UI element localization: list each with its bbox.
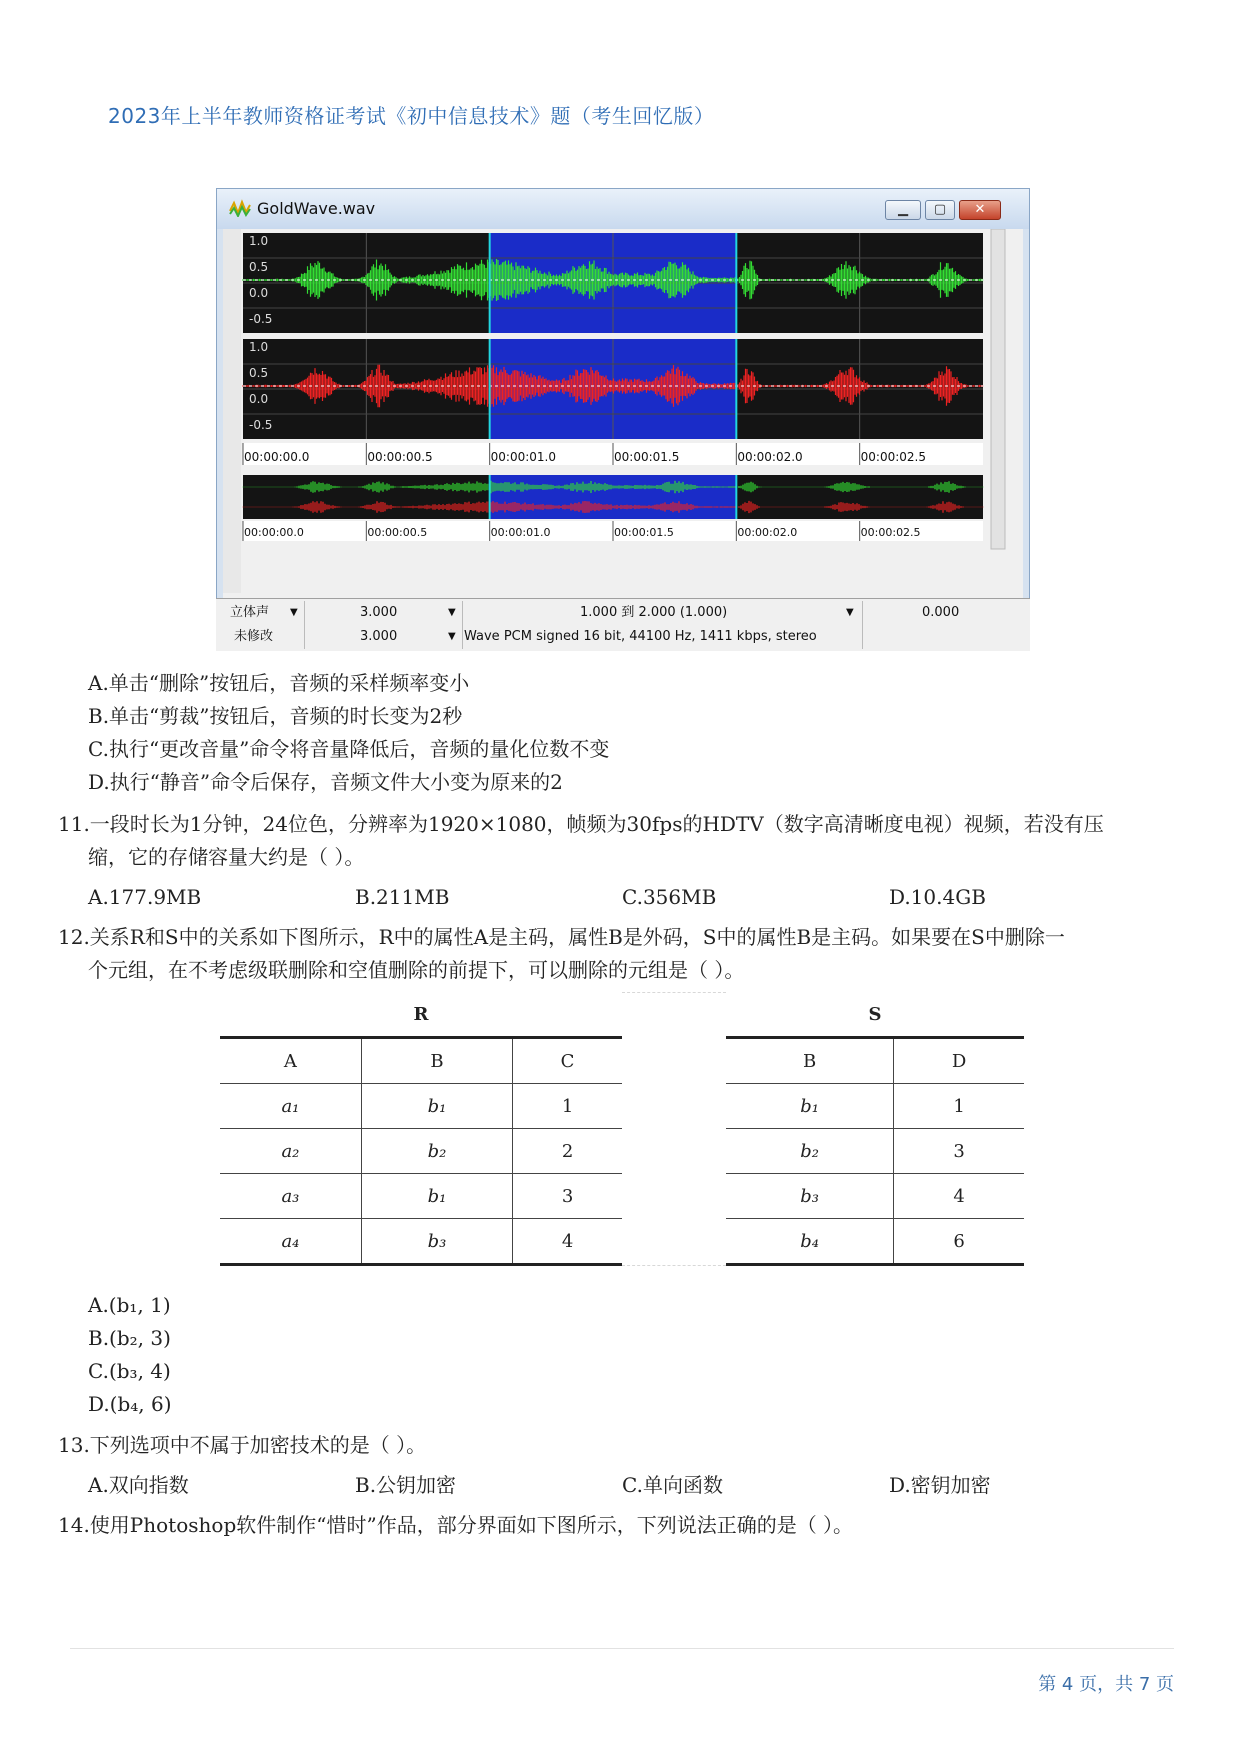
table-cell: b₂ — [726, 1129, 894, 1174]
table-s-caption: S — [726, 992, 1024, 1038]
q12-option-a: A.(b₁, 1) — [88, 1293, 171, 1317]
q11-option-a: A.177.9MB — [88, 885, 202, 909]
table-s-header: D — [894, 1038, 1024, 1084]
table-cell: b₁ — [361, 1174, 512, 1219]
amplitude-label: 0.0 — [249, 286, 269, 300]
overview-selection — [490, 475, 737, 519]
window-title-bar — [217, 189, 1029, 229]
q14-stem: 14.使用Photoshop软件制作“惜时”作品，部分界面如下图所示，下列说法正确的是（ ）。 — [58, 1513, 854, 1537]
table-cell: b₁ — [361, 1084, 512, 1129]
status-length-2: 3.000 — [360, 629, 398, 644]
q11-option-b: B.211MB — [355, 885, 450, 909]
amplitude-label: 1.0 — [249, 234, 269, 248]
table-cell: b₁ — [726, 1084, 894, 1129]
time-label: 00:00:02.0 — [737, 450, 803, 464]
q11-option-c: C.356MB — [622, 885, 717, 909]
q13-option-c: C.单向函数 — [622, 1473, 723, 1497]
q11-option-d: D.10.4GB — [889, 885, 986, 909]
table-row — [726, 1174, 1024, 1219]
page-number: 第 4 页，共 7 页 — [1038, 1674, 1174, 1695]
overview-time-label: 00:00:02.5 — [860, 526, 921, 539]
table-cell: b₃ — [726, 1174, 894, 1219]
table-r-header: B — [361, 1038, 512, 1084]
table-cell: 6 — [894, 1219, 1024, 1265]
goldwave-logo-icon — [229, 199, 251, 217]
table-cell: 4 — [513, 1219, 622, 1265]
overview-time-label: 00:00:01.0 — [490, 526, 551, 539]
q12-option-d: D.(b₄, 6) — [88, 1392, 172, 1416]
table-row — [220, 1084, 622, 1129]
maximize-button[interactable]: ▢ — [925, 200, 955, 220]
q13-stem: 13.下列选项中不属于加密技术的是（ ）。 — [58, 1433, 427, 1457]
table-cell: 4 — [894, 1174, 1024, 1219]
q10-option-c: C.执行“更改音量”命令将音量降低后，音频的量化位数不变 — [88, 737, 610, 761]
time-label: 00:00:02.5 — [860, 450, 927, 464]
table-cell: 1 — [894, 1084, 1024, 1129]
waveform-display[interactable] — [223, 229, 1023, 593]
q12-stem-line2: 个元组，在不考虑级联删除和空值删除的前提下，可以删除的元组是（ ）。 — [88, 958, 745, 982]
amplitude-label: 0.0 — [249, 392, 269, 406]
divider — [462, 601, 463, 649]
table-cell: 2 — [513, 1129, 622, 1174]
q12-option-c: C.(b₃, 4) — [88, 1359, 171, 1383]
amplitude-label: -0.5 — [249, 312, 273, 326]
table-cell: 1 — [513, 1084, 622, 1129]
table-cell: b₄ — [726, 1219, 894, 1265]
time-label: 00:00:00.5 — [367, 450, 433, 464]
table-cell: 3 — [894, 1129, 1024, 1174]
overview-time-label: 00:00:00.0 — [244, 526, 304, 539]
status-selection: 1.000 到 2.000 (1.000) — [580, 605, 728, 620]
q11-stem-line1: 11.一段时长为1分钟，24位色，分辨率为1920×1080，帧频为30fps的HDTV（数字高清晰度电视）视频，若没有压 — [58, 812, 1104, 836]
q13-option-a: A.双向指数 — [88, 1473, 189, 1497]
status-bar — [216, 598, 1030, 651]
q10-option-a: A.单击“删除”按钮后，音频的采样频率变小 — [88, 671, 470, 695]
amplitude-label: 1.0 — [249, 340, 269, 354]
window-title: GoldWave.wav — [257, 199, 376, 218]
goldwave-window — [216, 188, 1030, 650]
q12-option-b: B.(b₂, 3) — [88, 1326, 171, 1350]
table-row — [220, 1129, 622, 1174]
dropdown-arrow-icon[interactable]: ▼ — [448, 631, 456, 642]
table-r-caption: R — [220, 992, 622, 1038]
document-header-title: 2023年上半年教师资格证考试《初中信息技术》题（考生回忆版） — [108, 104, 715, 128]
status-channel[interactable]: 立体声 — [230, 605, 270, 620]
dropdown-arrow-icon[interactable]: ▼ — [290, 607, 298, 618]
q10-option-d: D.执行“静音”命令后保存，音频文件大小变为原来的2 — [88, 770, 563, 794]
time-label: 00:00:00.0 — [244, 450, 310, 464]
close-button[interactable]: ✕ — [959, 200, 1001, 220]
table-gap — [622, 992, 726, 1266]
status-state: 未修改 — [234, 629, 274, 644]
table-cell: a₄ — [220, 1219, 361, 1265]
table-cell: a₁ — [220, 1084, 361, 1129]
table-row — [220, 1174, 622, 1219]
q10-option-b: B.单击“剪裁”按钮后，音频的时长变为2秒 — [88, 704, 463, 728]
table-row — [726, 1219, 1024, 1265]
table-row — [726, 1129, 1024, 1174]
table-row — [726, 1084, 1024, 1129]
table-cell: a₃ — [220, 1174, 361, 1219]
q11-stem-line2: 缩，它的存储容量大约是（ ）。 — [88, 845, 365, 869]
status-position: 0.000 — [922, 605, 960, 620]
table-row — [220, 1219, 622, 1265]
time-label: 00:00:01.0 — [490, 450, 557, 464]
overview-time-label: 00:00:00.5 — [367, 526, 428, 539]
amplitude-label: -0.5 — [249, 418, 273, 432]
q12-stem-line1: 12.关系R和S中的关系如下图所示，R中的属性A是主码，属性B是外码，S中的属性B是主码。如果要在S中删除一 — [58, 925, 1065, 949]
divider — [862, 601, 863, 649]
time-label: 00:00:01.5 — [614, 450, 680, 464]
table-cell: b₂ — [361, 1129, 512, 1174]
waveform-area[interactable] — [223, 229, 1023, 649]
table-cell: b₃ — [361, 1219, 512, 1265]
overview-time-label: 00:00:02.0 — [737, 526, 798, 539]
table-cell: a₂ — [220, 1129, 361, 1174]
table-r-header: C — [513, 1038, 622, 1084]
table-r-header: A — [220, 1038, 361, 1084]
table-s-header: B — [726, 1038, 894, 1084]
table-r — [220, 992, 622, 1266]
vertical-scrollbar — [991, 229, 1005, 549]
divider — [304, 601, 305, 649]
table-cell: 3 — [513, 1174, 622, 1219]
minimize-button[interactable]: ▁ — [885, 200, 921, 220]
status-format: Wave PCM signed 16 bit, 44100 Hz, 1411 kbps, stereo — [464, 629, 817, 644]
dropdown-arrow-icon[interactable]: ▼ — [448, 607, 456, 618]
amplitude-label: 0.5 — [249, 366, 269, 380]
dropdown-arrow-icon[interactable]: ▼ — [846, 607, 854, 618]
ruler-strip — [223, 229, 241, 593]
footer-divider — [70, 1648, 1174, 1649]
overview-time-label: 00:00:01.5 — [614, 526, 674, 539]
table-s — [726, 992, 1024, 1266]
amplitude-label: 0.5 — [249, 260, 269, 274]
status-length: 3.000 — [360, 605, 398, 620]
q13-option-b: B.公钥加密 — [355, 1473, 457, 1497]
q13-option-d: D.密钥加密 — [889, 1473, 991, 1497]
